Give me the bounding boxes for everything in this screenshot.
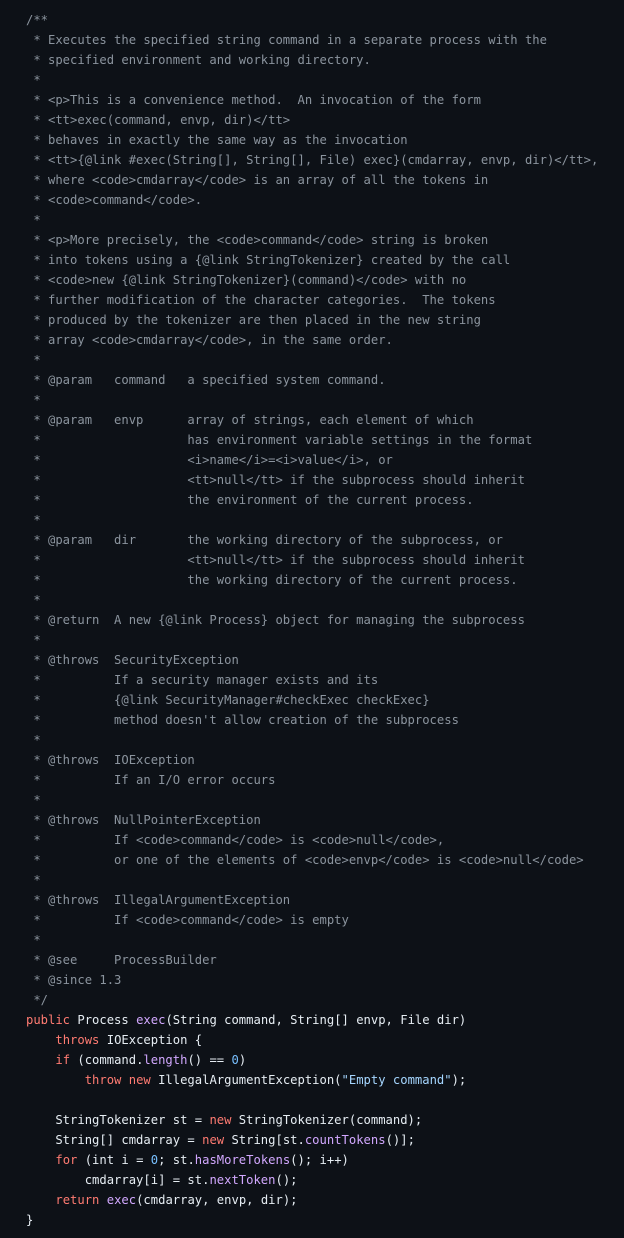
code-line [26, 450, 598, 470]
code-token: * the environment of the current process. [26, 493, 474, 507]
code-block [26, 10, 598, 1230]
code-token: * <i>name</i>=<i>value</i>, or [26, 453, 393, 467]
code-line [26, 950, 598, 970]
code-token: * @throws IOException [26, 753, 195, 767]
code-token [26, 1193, 55, 1207]
code-line [26, 670, 598, 690]
code-token: * [26, 733, 41, 747]
code-token: * [26, 513, 41, 527]
code-line [26, 890, 598, 910]
code-token: * <p>This is a convenience method. An invocation of the form [26, 93, 481, 107]
code-line [26, 290, 598, 310]
code-line [26, 210, 598, 230]
code-line [26, 250, 598, 270]
code-token: * produced by the tokenizer are then placed in the new string [26, 313, 481, 327]
code-line [26, 990, 598, 1010]
code-token: * or one of the elements of <code>envp</code> is <code>null</code> [26, 853, 584, 867]
code-token: * array <code>cmdarray</code>, in the same order. [26, 333, 393, 347]
code-line [26, 570, 598, 590]
code-token: 0 [150, 1153, 159, 1167]
code-token: * @throws IllegalArgumentException [26, 893, 291, 907]
code-token [26, 1153, 55, 1167]
code-token: */ [26, 993, 49, 1007]
code-token: (); i++) [290, 1153, 349, 1167]
code-token: ) [238, 1053, 247, 1067]
code-token: * <p>More precisely, the <code>command</code> string is broken [26, 233, 489, 247]
code-line [26, 530, 598, 550]
code-token: * method doesn't allow creation of the subprocess [26, 713, 459, 727]
code-token: * [26, 73, 41, 87]
code-token: * If <code>command</code> is <code>null</code>, [26, 833, 445, 847]
code-token: * [26, 353, 41, 367]
code-token: * [26, 593, 41, 607]
code-line [26, 390, 598, 410]
code-token: * [26, 213, 41, 227]
code-token: String[] cmdarray = [26, 1133, 203, 1147]
code-token: * {@link SecurityManager#checkExec checkExec} [26, 693, 430, 707]
code-line [26, 650, 598, 670]
code-line [26, 370, 598, 390]
code-line [26, 850, 598, 870]
code-token: (String command, String[] envp, File dir) [165, 1013, 467, 1027]
code-line [26, 310, 598, 330]
code-token: * <tt>null</tt> if the subprocess should inherit [26, 553, 525, 567]
code-token: * [26, 873, 41, 887]
code-line [26, 1110, 598, 1130]
code-line [26, 70, 598, 90]
code-token: * <tt>{@link #exec(String[], String[], File) exec}(cmdarray, envp, dir)</tt>, [26, 153, 599, 167]
code-line [26, 810, 598, 830]
code-token: StringTokenizer(command); [231, 1113, 423, 1127]
code-line [26, 470, 598, 490]
code-token: * <code>command</code>. [26, 193, 203, 207]
code-line [26, 1050, 598, 1070]
code-token: countTokens [304, 1133, 386, 1147]
code-token: * has environment variable settings in the format [26, 433, 533, 447]
code-token: (command. [70, 1053, 144, 1067]
code-token: * [26, 933, 41, 947]
code-token: } [26, 1213, 34, 1227]
code-token: ; st. [158, 1153, 195, 1167]
code-line [26, 130, 598, 150]
code-line [26, 1030, 598, 1050]
code-line [26, 30, 598, 50]
code-line [26, 970, 598, 990]
code-line [26, 690, 598, 710]
code-token: * the working directory of the current process. [26, 573, 518, 587]
code-line [26, 190, 598, 210]
code-token [121, 1073, 128, 1087]
code-line [26, 270, 598, 290]
code-token: * <tt>null</tt> if the subprocess should inherit [26, 473, 525, 487]
code-line [26, 1070, 598, 1090]
code-token: * @see ProcessBuilder [26, 953, 217, 967]
code-token: (int i = [77, 1153, 151, 1167]
code-line [26, 1190, 598, 1210]
code-token: if [55, 1053, 71, 1067]
code-token: StringTokenizer st = [26, 1113, 210, 1127]
code-token: * Executes the specified string command in a separate process with the [26, 33, 547, 47]
code-token [26, 1033, 55, 1047]
code-line [26, 10, 598, 30]
code-line [26, 1210, 598, 1230]
code-token: * behaves in exactly the same way as the invocation [26, 133, 408, 147]
code-token: return [55, 1193, 100, 1207]
code-token: * [26, 793, 41, 807]
code-line [26, 150, 598, 170]
code-line [26, 750, 598, 770]
code-token: * @param command a specified system command. [26, 373, 386, 387]
code-line [26, 710, 598, 730]
code-token: * further modification of the character categories. The tokens [26, 293, 496, 307]
code-line [26, 790, 598, 810]
code-line [26, 550, 598, 570]
code-token: * @throws SecurityException [26, 653, 239, 667]
code-token: (cmdarray, envp, dir); [136, 1193, 298, 1207]
code-line [26, 350, 598, 370]
code-token: public [26, 1013, 71, 1027]
code-token: * @param envp array of strings, each element of which [26, 413, 474, 427]
code-line [26, 1010, 598, 1030]
code-token: * specified environment and working directory. [26, 53, 371, 67]
code-token: IOException { [99, 1033, 203, 1047]
code-line [26, 870, 598, 890]
code-line [26, 610, 598, 630]
code-token: length [143, 1053, 188, 1067]
code-token: for [55, 1153, 78, 1167]
code-token: * @return A new {@link Process} object for managing the subprocess [26, 613, 525, 627]
code-line [26, 90, 598, 110]
code-token: * <tt>exec(command, envp, dir)</tt> [26, 113, 291, 127]
code-token: nextToken [209, 1173, 276, 1187]
code-token: String[st. [224, 1133, 305, 1147]
code-token: * [26, 393, 41, 407]
code-line [26, 490, 598, 510]
code-token: 0 [231, 1053, 239, 1067]
code-token: "Empty command" [341, 1073, 452, 1087]
code-token: new [209, 1113, 232, 1127]
code-token: * into tokens using a {@link StringTokenizer} created by the call [26, 253, 511, 267]
code-token: * where <code>cmdarray</code> is an array of all the tokens in [26, 173, 489, 187]
code-line [26, 50, 598, 70]
code-line [26, 510, 598, 530]
code-token: throw [84, 1073, 122, 1087]
code-token: * If an I/O error occurs [26, 773, 276, 787]
code-token: hasMoreTokens [194, 1153, 291, 1167]
code-line [26, 1130, 598, 1150]
code-token: /** [26, 13, 49, 27]
code-line [26, 590, 598, 610]
code-token: * @throws NullPointerException [26, 813, 261, 827]
code-line [26, 1170, 598, 1190]
code-token: * [26, 633, 41, 647]
code-token: * <code>new {@link StringTokenizer}(command)</code> with no [26, 273, 467, 287]
code-line [26, 170, 598, 190]
code-token: new [128, 1073, 151, 1087]
code-line [26, 1090, 598, 1110]
code-token: exec [136, 1013, 166, 1027]
code-line [26, 410, 598, 430]
code-token: IllegalArgumentException( [150, 1073, 342, 1087]
code-line [26, 1150, 598, 1170]
code-token: throws [55, 1033, 100, 1047]
code-token: () == [187, 1053, 232, 1067]
code-token: (); [275, 1173, 298, 1187]
code-token [99, 1193, 106, 1207]
code-token: exec [106, 1193, 137, 1207]
code-token: Process [70, 1013, 137, 1027]
code-line [26, 630, 598, 650]
code-token: * @param dir the working directory of the subprocess, or [26, 533, 503, 547]
code-token: ); [451, 1073, 467, 1087]
code-token: cmdarray[i] = st. [26, 1173, 210, 1187]
code-line [26, 770, 598, 790]
code-line [26, 330, 598, 350]
code-token [26, 1053, 55, 1067]
code-line [26, 730, 598, 750]
code-token: new [202, 1133, 225, 1147]
code-line [26, 830, 598, 850]
code-token: * @since 1.3 [26, 973, 122, 987]
code-line [26, 910, 598, 930]
code-line [26, 230, 598, 250]
code-token: * If <code>command</code> is empty [26, 913, 349, 927]
code-line [26, 930, 598, 950]
code-token: * If a security manager exists and its [26, 673, 379, 687]
code-token [26, 1073, 85, 1087]
code-token: ()]; [385, 1133, 415, 1147]
code-line [26, 430, 598, 450]
code-line [26, 110, 598, 130]
